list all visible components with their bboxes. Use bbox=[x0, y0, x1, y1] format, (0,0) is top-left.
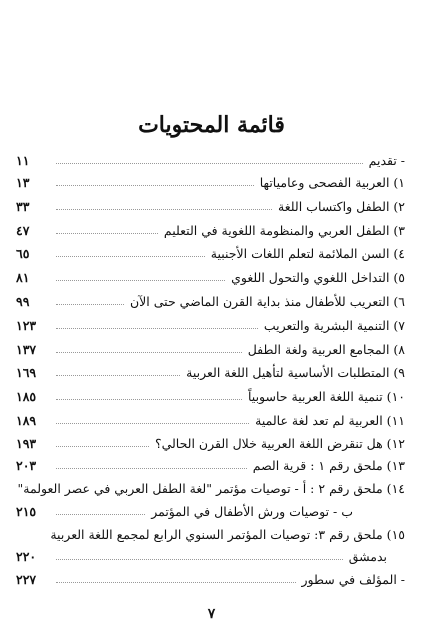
toc-entry bbox=[16, 411, 405, 429]
toc-entry-text: ١٠) تنمية اللغة العربية حاسوبياً bbox=[248, 388, 405, 404]
toc-entry-text: ١) العربية الفصحى وعامياتها bbox=[259, 174, 405, 190]
leader-dots bbox=[56, 375, 180, 376]
leader-dots bbox=[56, 256, 205, 257]
leader-dots bbox=[56, 468, 247, 469]
leader-dots bbox=[56, 352, 242, 353]
toc-entry-text: ٥) التداخل اللغوي والتحول اللغوي bbox=[231, 269, 405, 285]
leader-dots bbox=[56, 209, 272, 210]
toc-page-number: ١٨٩ bbox=[16, 412, 37, 428]
toc-page-number: ٦٥ bbox=[16, 245, 30, 261]
toc-entry-text: ٣) الطفل العربي والمنظومة اللغوية في التعليم bbox=[163, 222, 405, 238]
toc-entry-text: ٦) التعريب للأطفال منذ بداية القرن الماضي حتى الآن bbox=[130, 293, 405, 309]
leader-dots bbox=[56, 446, 149, 447]
toc-page-number: ١٢٣ bbox=[16, 317, 37, 333]
toc-entry bbox=[16, 316, 405, 334]
toc-entry bbox=[16, 502, 405, 520]
toc-page-number: ٢٢٧ bbox=[16, 571, 37, 587]
toc-entry-text: ١٣) ملحق رقم ١ : قرية الصم bbox=[252, 457, 405, 473]
toc-entry-text: ١٥) ملحق رقم ٣: توصيات المؤتمر السنوي الرابع لمجمع اللغة العربية bbox=[50, 526, 405, 542]
toc-entry bbox=[16, 547, 405, 565]
toc-page-number: ١٦٩ bbox=[16, 364, 37, 380]
toc-entry bbox=[16, 292, 405, 310]
toc-page-number: ٢١٥ bbox=[16, 503, 37, 519]
toc-entry bbox=[16, 197, 405, 215]
toc-page-number: ١٣٧ bbox=[16, 341, 37, 357]
toc-entry bbox=[16, 434, 405, 452]
page-number-footer: ٧ bbox=[207, 606, 216, 622]
leader-dots bbox=[56, 423, 249, 424]
toc-entry bbox=[16, 151, 405, 169]
toc-entry bbox=[16, 268, 405, 286]
toc-page-number: ٢٠٣ bbox=[16, 457, 37, 473]
toc-entry bbox=[16, 387, 405, 405]
leader-dots bbox=[56, 559, 343, 560]
toc-entry bbox=[16, 570, 405, 588]
toc-entry-text: ب - توصيات ورش الأطفال في المؤتمر bbox=[151, 503, 353, 519]
toc-entry-text: ٩) المتطلبات الأساسية لتأهيل اللغة العربية bbox=[186, 364, 405, 380]
leader-dots bbox=[56, 233, 158, 234]
toc-entry bbox=[16, 363, 405, 381]
toc-entry-text: ٧) التنمية البشرية والتعريب bbox=[263, 317, 405, 333]
toc-entry-text: بدمشق bbox=[348, 548, 387, 564]
leader-dots bbox=[56, 304, 124, 305]
leader-dots bbox=[56, 582, 296, 583]
leader-dots bbox=[56, 399, 242, 400]
toc-entry-text: - تقديم bbox=[368, 152, 405, 168]
toc-entry bbox=[16, 525, 405, 543]
toc-entry-text: ١٤) ملحق رقم ٢ : أ - توصيات مؤتمر "لغة الطفل العربي في عصر العولمة" bbox=[17, 480, 405, 496]
toc-page-number: ٢٢٠ bbox=[16, 548, 37, 564]
toc-page-number bbox=[0, 481, 6, 496]
page-title: قائمة المحتويات bbox=[138, 112, 285, 138]
toc-entry bbox=[16, 479, 405, 497]
toc-entry bbox=[16, 173, 405, 191]
leader-dots bbox=[56, 163, 363, 164]
toc-page-number: ١١ bbox=[16, 152, 30, 168]
toc-entry-text: ٨) المجامع العربية ولغة الطفل bbox=[247, 341, 405, 357]
toc-page-number: ٤٧ bbox=[16, 222, 30, 238]
leader-dots bbox=[56, 185, 254, 186]
toc-entry-text: - المؤلف في سطور bbox=[301, 571, 405, 587]
leader-dots bbox=[56, 328, 258, 329]
toc-entry-text: ٢) الطفل واكتساب اللغة bbox=[278, 198, 405, 214]
toc-entry bbox=[16, 244, 405, 262]
toc-entry bbox=[16, 221, 405, 239]
toc-entry-text: ٤) السن الملائمة لتعلم اللغات الأجنبية bbox=[210, 245, 405, 261]
toc-page-number: ٩٩ bbox=[16, 293, 30, 309]
toc-page-number: ٨١ bbox=[16, 269, 30, 285]
toc-page-number: ١٩٣ bbox=[16, 435, 37, 451]
toc-entry-text: ١٢) هل تنقرض اللغة العربية خلال القرن الحالي؟ bbox=[154, 435, 405, 451]
leader-dots bbox=[56, 514, 145, 515]
toc-entry-text: ١١) العربية لم تعد لغة عالمية bbox=[255, 412, 405, 428]
toc-page-number: ١٨٥ bbox=[16, 388, 37, 404]
toc-entry bbox=[16, 340, 405, 358]
toc-page-number: ١٣ bbox=[16, 174, 30, 190]
toc-entry bbox=[16, 456, 405, 474]
leader-dots bbox=[56, 280, 225, 281]
toc-page-number: ٣٣ bbox=[16, 198, 30, 214]
